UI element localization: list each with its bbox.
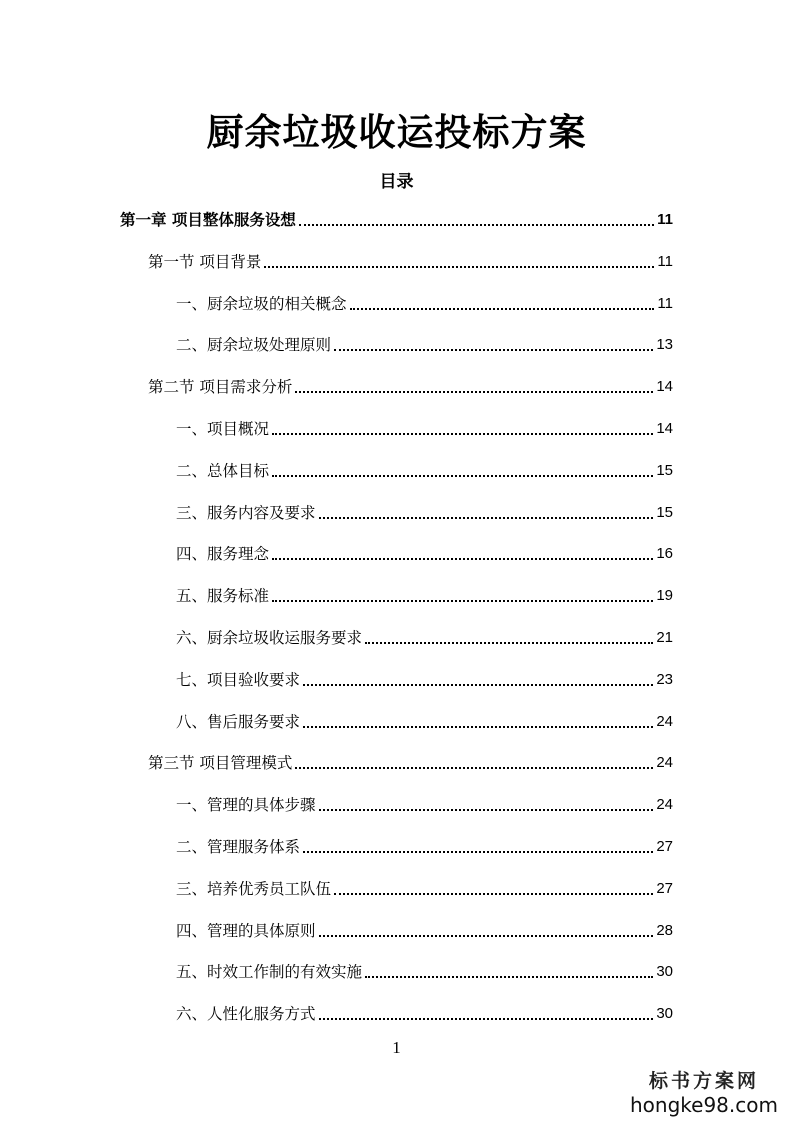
page-number: 1	[392, 1038, 401, 1057]
toc-entry-item[interactable]	[176, 877, 673, 901]
toc-entry-label: 四、服务理念	[176, 545, 270, 563]
toc-entry-item[interactable]	[176, 710, 673, 734]
watermark-url: hongke98.com	[630, 1093, 778, 1117]
toc-entry-label: 一、项目概况	[176, 420, 270, 438]
toc-dot-leader	[303, 684, 653, 686]
toc-dot-leader	[299, 224, 654, 226]
toc-entry-label: 六、人性化服务方式	[176, 1005, 316, 1023]
toc-dot-leader	[319, 935, 654, 937]
toc-dot-leader	[303, 851, 653, 853]
toc-entry-item[interactable]	[176, 459, 673, 483]
toc-entry-page: 24	[656, 796, 673, 813]
toc-entry-page: 24	[656, 754, 673, 771]
toc-entry-page: 14	[656, 378, 673, 395]
toc-entry-page: 28	[656, 922, 673, 939]
toc-entry-page: 24	[656, 713, 673, 730]
toc-entry-item[interactable]	[176, 501, 673, 525]
toc-entry-item[interactable]	[176, 626, 673, 650]
toc-entry-section[interactable]	[148, 250, 673, 274]
toc-entry-item[interactable]	[176, 668, 673, 692]
toc-dot-leader	[319, 809, 654, 811]
toc-entry-item[interactable]	[176, 584, 673, 608]
toc-dot-leader	[365, 642, 653, 644]
toc-entry-item[interactable]	[176, 919, 673, 943]
toc-dot-leader	[334, 893, 653, 895]
toc-entry-page: 27	[656, 838, 673, 855]
toc-dot-leader	[272, 600, 653, 602]
toc-entry-page: 21	[656, 629, 673, 646]
toc-entry-page: 14	[656, 420, 673, 437]
toc-entry-item[interactable]	[176, 960, 673, 984]
toc-entry-page: 30	[656, 963, 673, 980]
toc-entry-label: 五、时效工作制的有效实施	[176, 963, 363, 981]
toc-entry-page: 13	[656, 336, 673, 353]
toc-entry-label: 八、售后服务要求	[176, 713, 301, 731]
toc-entry-item[interactable]	[176, 292, 673, 316]
toc-entry-chapter[interactable]	[120, 208, 673, 232]
toc-entry-item[interactable]	[176, 333, 673, 357]
toc-dot-leader	[319, 517, 654, 519]
toc-dot-leader	[295, 391, 653, 393]
toc-entry-item[interactable]	[176, 542, 673, 566]
watermark-logo	[629, 1066, 779, 1116]
toc-entry-page: 16	[656, 545, 673, 562]
toc-entry-item[interactable]	[176, 417, 673, 441]
toc-entry-page: 15	[656, 462, 673, 479]
watermark-name: 标书方案网	[648, 1070, 759, 1092]
toc-entry-label: 第一章 项目整体服务设想	[120, 211, 296, 229]
toc-entry-item[interactable]	[176, 1002, 673, 1026]
toc-entry-label: 二、管理服务体系	[176, 838, 301, 856]
toc-dot-leader	[350, 308, 655, 310]
toc-dot-leader	[272, 475, 653, 477]
toc-dot-leader	[365, 976, 653, 978]
toc-entry-label: 三、培养优秀员工队伍	[176, 880, 332, 898]
toc-entry-page: 19	[656, 587, 673, 604]
toc-entry-section[interactable]	[148, 375, 673, 399]
toc-entry-label: 二、总体目标	[176, 462, 270, 480]
toc-entry-label: 一、管理的具体步骤	[176, 796, 316, 814]
toc-entry-label: 第二节 项目需求分析	[148, 378, 293, 396]
toc-dot-leader	[295, 767, 653, 769]
toc-entry-page: 27	[656, 880, 673, 897]
toc-dot-leader	[319, 1018, 654, 1020]
toc-entry-label: 第三节 项目管理模式	[148, 754, 293, 772]
toc-dot-leader	[272, 433, 653, 435]
toc-entry-label: 四、管理的具体原则	[176, 922, 316, 940]
toc-dot-leader	[303, 726, 653, 728]
toc-entry-item[interactable]	[176, 793, 673, 817]
toc-heading: 目录	[379, 172, 414, 192]
toc-dot-leader	[264, 266, 654, 268]
toc-entry-page: 11	[657, 253, 673, 270]
toc-entry-section[interactable]	[148, 751, 673, 775]
toc-entry-page: 23	[656, 671, 673, 688]
toc-dot-leader	[334, 349, 653, 351]
toc-entry-label: 三、服务内容及要求	[176, 504, 316, 522]
toc-entry-label: 五、服务标准	[176, 587, 270, 605]
toc-entry-label: 七、项目验收要求	[176, 671, 301, 689]
toc-entry-page: 15	[656, 504, 673, 521]
toc-entry-label: 六、厨余垃圾收运服务要求	[176, 629, 363, 647]
toc-dot-leader	[272, 558, 653, 560]
toc-entry-label: 二、厨余垃圾处理原则	[176, 336, 332, 354]
toc-entry-label: 第一节 项目背景	[148, 253, 262, 271]
toc-entry-page: 11	[657, 295, 673, 312]
toc-entry-page: 11	[657, 211, 673, 228]
document-title: 厨余垃圾收运投标方案	[206, 111, 587, 154]
toc-entry-page: 30	[656, 1005, 673, 1022]
toc-entry-item[interactable]	[176, 835, 673, 859]
toc-entry-label: 一、厨余垃圾的相关概念	[176, 295, 347, 313]
